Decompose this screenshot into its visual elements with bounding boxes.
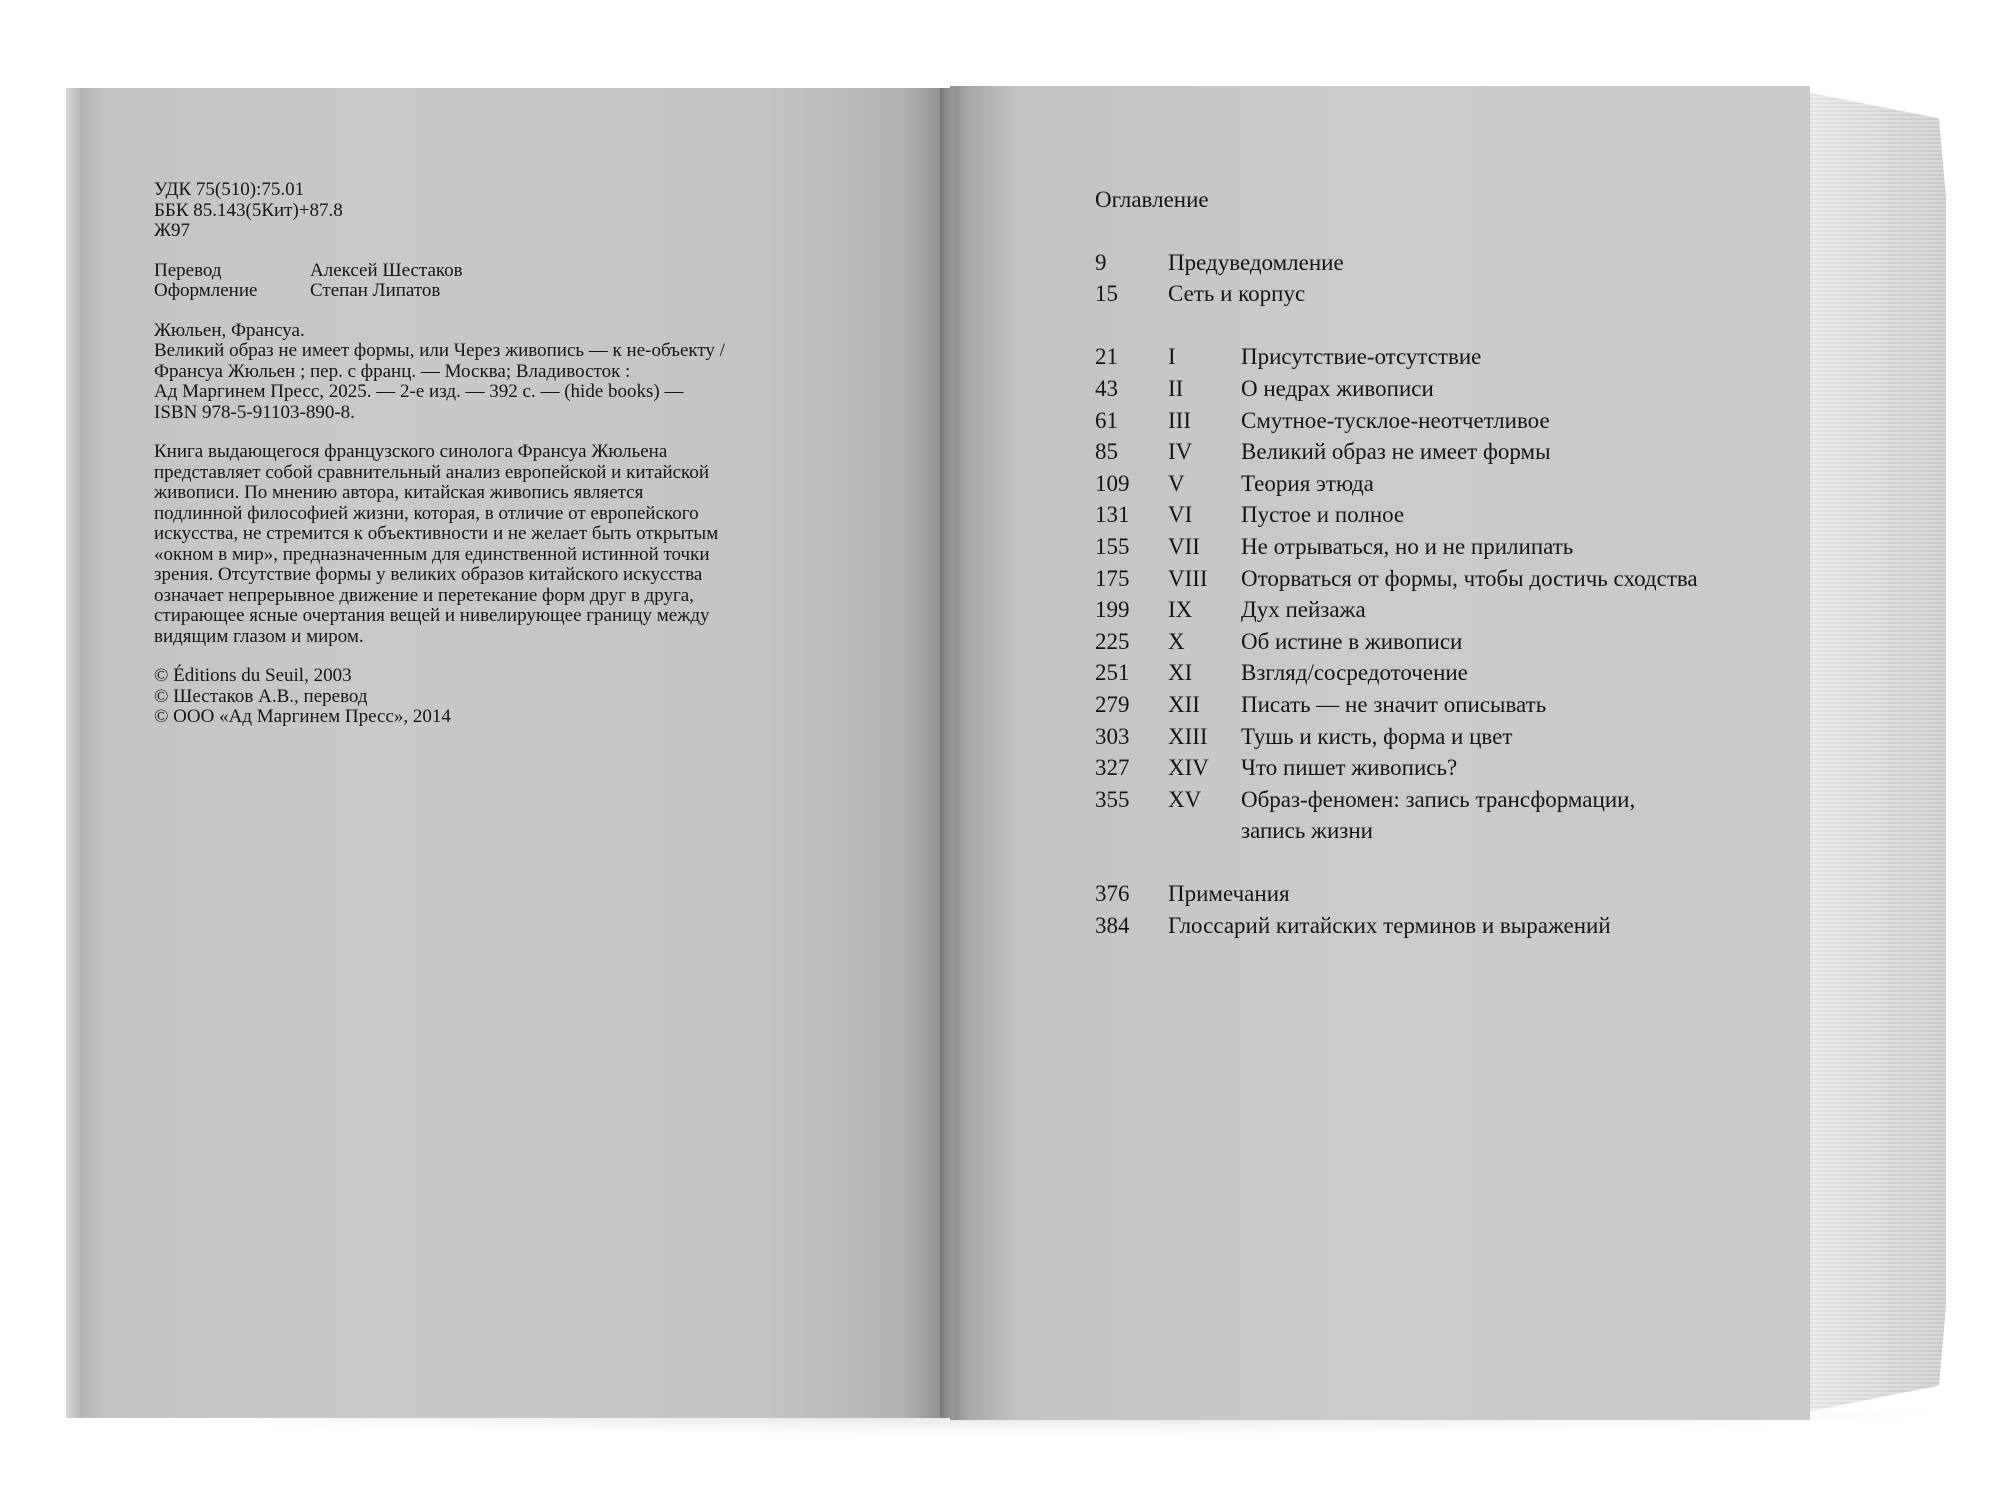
toc-chapter-numeral: X	[1168, 628, 1185, 654]
toc-page-number: 376	[1095, 881, 1130, 907]
toc-entry-title	[1168, 247, 1795, 279]
toc-entry	[1095, 247, 1795, 279]
toc-chapter-numeral: VI	[1168, 502, 1193, 528]
toc-chapter-numeral: I	[1168, 344, 1176, 370]
imprint-page-text	[154, 180, 794, 747]
toc-entry-title	[1241, 341, 1795, 373]
toc-chapter-numeral: III	[1168, 407, 1191, 433]
toc-chapter-numeral: IV	[1168, 439, 1193, 465]
toc-chapter-numeral: XI	[1168, 660, 1193, 686]
toc-entry-title	[1241, 594, 1795, 626]
toc-title: Оглавление	[1095, 187, 1209, 212]
annotation-line: искусства, не стремится к объективности и не желает быть открытым	[154, 523, 719, 544]
toc-title-line: Взгляд/сосредоточение	[1241, 660, 1468, 686]
toc-page-number: 175	[1095, 565, 1130, 591]
bbk-line: ББК 85.143(5Кит)+87.8	[154, 199, 343, 221]
toc-chapter-numeral: VII	[1168, 533, 1200, 559]
toc-entry	[1095, 626, 1795, 658]
toc-entry	[1095, 878, 1795, 910]
toc-title-line: Образ-феномен: запись трансформации,	[1241, 786, 1636, 812]
toc-title-line: Глоссарий китайских терминов и выражений	[1168, 913, 1611, 939]
toc-title-line: Пустое и полное	[1241, 502, 1405, 528]
toc-page-number: 15	[1095, 281, 1118, 307]
annotation-paragraph	[154, 442, 794, 647]
annotation-line: «окном в мир», предназначенным для единственной истинной точки	[154, 543, 710, 565]
toc-chapter-numeral: V	[1168, 470, 1185, 496]
toc-entry-title	[1241, 721, 1795, 753]
toc-entry-title	[1168, 878, 1795, 910]
toc-entry	[1095, 594, 1795, 626]
toc-page-number: 85	[1095, 439, 1118, 465]
toc-entry-title	[1241, 689, 1795, 721]
toc-page-number: 109	[1095, 470, 1130, 496]
toc-entry	[1095, 373, 1795, 405]
toc-entry-title	[1241, 626, 1795, 658]
toc-title-line: Тушь и кисть, форма и цвет	[1241, 723, 1513, 749]
udk-line: УДК 75(510):75.01	[154, 179, 305, 200]
toc-entry	[1095, 721, 1795, 753]
toc-page-number: 251	[1095, 660, 1130, 686]
toc-entry	[1095, 405, 1795, 437]
toc-title-line: Присутствие-отсутствие	[1241, 344, 1482, 370]
toc-entry	[1095, 531, 1795, 563]
toc-title-line: Сеть и корпус	[1168, 281, 1306, 307]
toc-page-number: 327	[1095, 755, 1130, 781]
toc-title-line: Не отрываться, но и не прилипать	[1241, 533, 1574, 559]
credit-name: Алексей Шестаков	[310, 259, 463, 281]
toc-page-number: 199	[1095, 597, 1130, 623]
toc-entry	[1095, 689, 1795, 721]
toc-entry-title	[1241, 531, 1795, 563]
bib-line: ISBN 978-5-91103-890-8.	[154, 401, 355, 423]
toc-chapter-numeral: II	[1168, 375, 1184, 401]
credit-row	[154, 281, 794, 302]
toc-page-number: 43	[1095, 375, 1118, 401]
credits-block	[154, 261, 794, 302]
toc-title-line: Смутное-тусклое-неотчетливое	[1241, 407, 1550, 433]
toc-entry-title	[1241, 563, 1795, 595]
toc-page-number: 279	[1095, 691, 1130, 717]
toc-chapter-numeral: XIV	[1168, 755, 1209, 781]
book-spine	[940, 88, 954, 1418]
toc-title-line: Предуведомление	[1168, 249, 1344, 275]
annotation-line: представляет собой сравнительный анализ европейской и китайской	[154, 461, 709, 483]
bibliographic-record	[154, 321, 794, 424]
toc-entry	[1095, 910, 1795, 942]
toc-entry-title	[1241, 752, 1795, 784]
toc-entry	[1095, 657, 1795, 689]
toc-entry-title	[1241, 373, 1795, 405]
copyright-line: © Шестаков А.В., перевод	[154, 685, 368, 707]
toc-page-number: 21	[1095, 344, 1118, 370]
toc-page-number: 9	[1095, 249, 1107, 275]
toc-page-number: 355	[1095, 786, 1130, 812]
author-mark-line: Ж97	[154, 220, 191, 241]
annotation-line: зрения. Отсутствие формы у великих образов китайского искусства	[154, 564, 703, 585]
toc-entry	[1095, 499, 1795, 531]
toc-entry	[1095, 752, 1795, 784]
toc-title-line: Теория этюда	[1241, 470, 1374, 496]
toc-title-line: О недрах живописи	[1241, 375, 1434, 401]
toc-chapter-numeral: XII	[1168, 691, 1200, 717]
toc-entry-title	[1241, 657, 1795, 689]
toc-chapter-numeral: VIII	[1168, 565, 1208, 591]
credit-role: Оформление	[154, 280, 258, 301]
toc-page-number: 155	[1095, 533, 1130, 559]
toc-title-line: Об истине в живописи	[1241, 628, 1463, 654]
toc-entry	[1095, 278, 1795, 310]
annotation-line: живописи. По мнению автора, китайская живопись является	[154, 482, 644, 503]
toc-entry	[1095, 436, 1795, 468]
toc-page-number: 131	[1095, 502, 1130, 528]
toc-title-line: Писать — не значит описывать	[1241, 691, 1547, 717]
toc-entry	[1095, 563, 1795, 595]
copyright-line: © ООО «Ад Маргинем Пресс», 2014	[154, 706, 451, 727]
toc-entry-title	[1241, 499, 1795, 531]
toc-title-line: Великий образ не имеет формы	[1241, 439, 1551, 465]
toc-title-line: запись жизни	[1241, 818, 1373, 844]
annotation-line: стирающее ясные очертания вещей и нивелирующее границу между	[154, 605, 710, 626]
credit-name: Степан Липатов	[310, 280, 441, 301]
bib-line: Франсуа Жюльен ; пер. с франц. — Москва; Владивосток :	[154, 360, 631, 382]
toc-entry-title	[1168, 910, 1795, 942]
toc-page-number: 225	[1095, 628, 1130, 654]
toc-entry-title	[1241, 784, 1795, 847]
page-stack-shade	[1806, 92, 1946, 1412]
toc-entry	[1095, 468, 1795, 500]
toc-entry	[1095, 341, 1795, 373]
copyright-block	[154, 666, 794, 728]
annotation-line: означает непрерывное движение и перетекание форм друг в друга,	[154, 584, 694, 606]
toc-entry	[1095, 784, 1795, 847]
toc-entry-title	[1241, 436, 1795, 468]
copyright-line: © Éditions du Seuil, 2003	[154, 665, 352, 686]
annotation-line: видящим глазом и миром.	[154, 625, 364, 647]
classification-block	[154, 180, 794, 242]
toc-page-number: 384	[1095, 913, 1130, 939]
credit-row	[154, 261, 794, 282]
toc-title-line: Что пишет живопись?	[1241, 755, 1458, 781]
toc-entry-title	[1241, 468, 1795, 500]
toc-entry-title	[1168, 278, 1795, 310]
toc-page-number: 303	[1095, 723, 1130, 749]
bib-line: Жюльен, Франсуа.	[154, 319, 305, 341]
toc-chapter-numeral: XV	[1168, 786, 1202, 812]
toc-chapter-numeral: IX	[1168, 597, 1193, 623]
credit-role: Перевод	[154, 259, 222, 281]
table-of-contents	[1095, 184, 1795, 942]
toc-title-line: Дух пейзажа	[1241, 597, 1366, 623]
left-page-edge	[66, 88, 80, 1418]
toc-page-number: 61	[1095, 407, 1118, 433]
annotation-line: Книга выдающегося французского синолога Франсуа Жюльена	[154, 441, 668, 462]
bib-line: Ад Маргинем Пресс, 2025. — 2-е изд. — 392 с. — (hide books) —	[154, 381, 684, 402]
toc-title-line: Оторваться от формы, чтобы достичь сходства	[1241, 565, 1698, 591]
bib-line: Великий образ не имеет формы, или Через живопись — к не-объекту /	[154, 340, 725, 361]
toc-entry-title	[1241, 405, 1795, 437]
toc-chapter-numeral: XIII	[1168, 723, 1208, 749]
annotation-line: подлинной философией жизни, которая, в отличие от европейского	[154, 502, 699, 524]
toc-title-line: Примечания	[1168, 881, 1290, 907]
